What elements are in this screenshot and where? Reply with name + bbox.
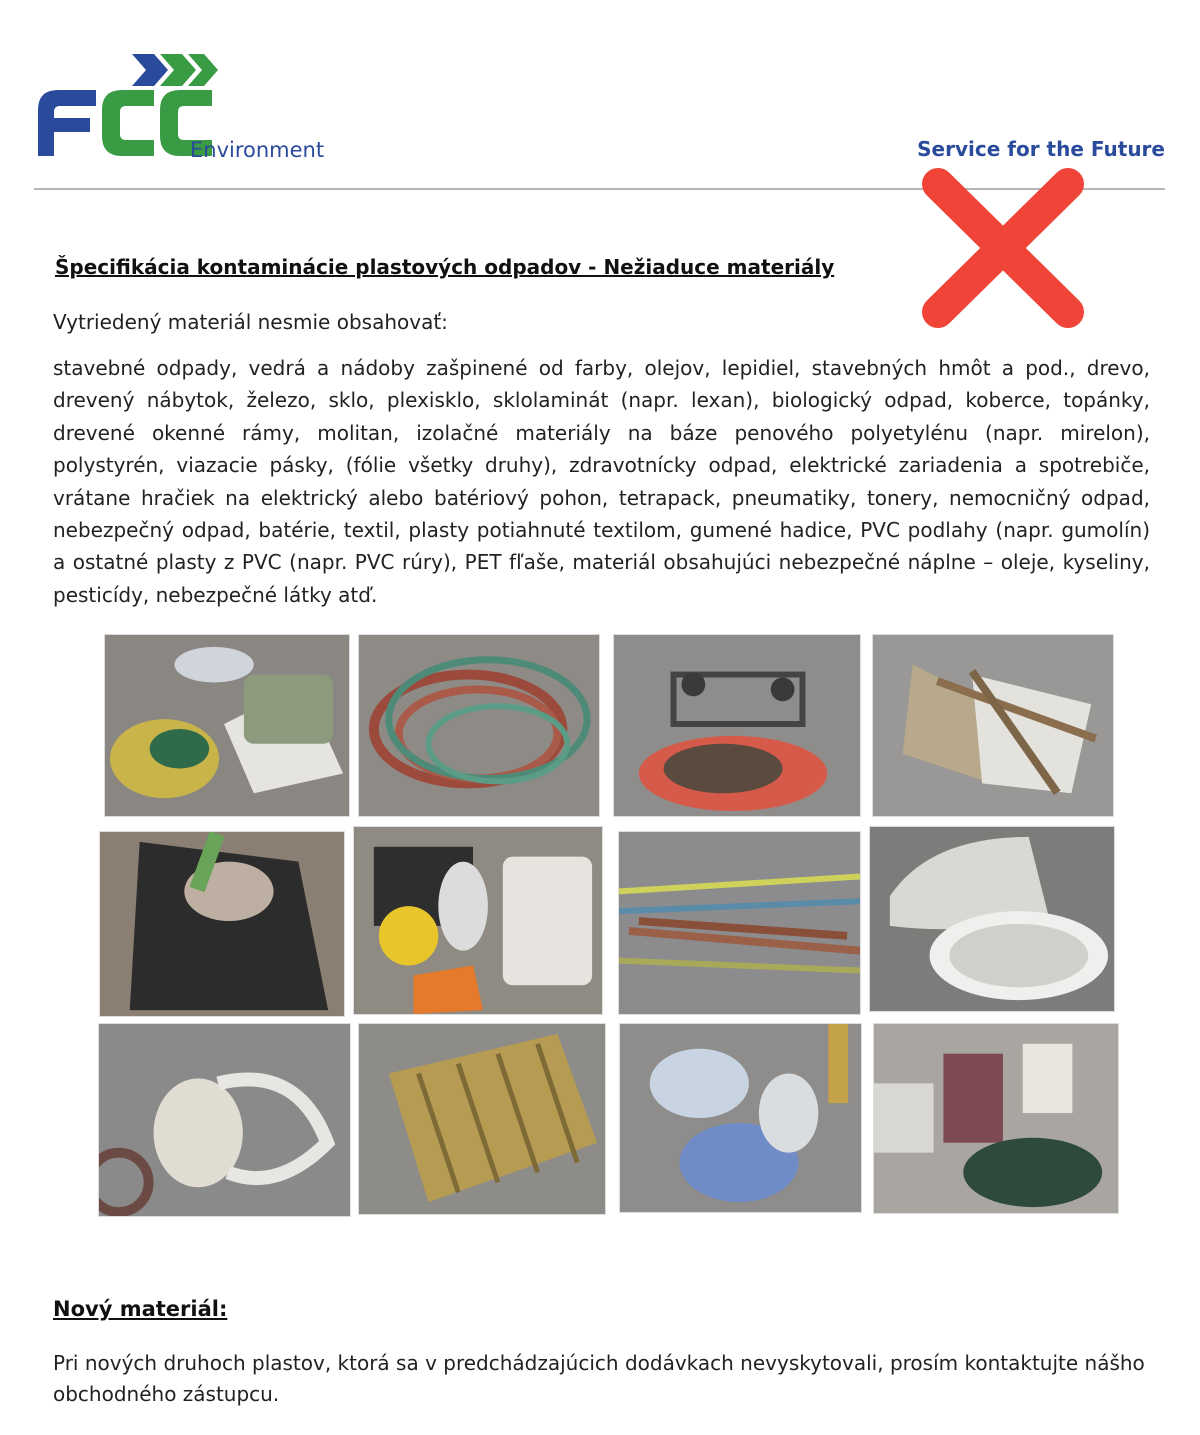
photo-sink <box>869 826 1115 1012</box>
photo-textile <box>99 831 345 1017</box>
logo-subtitle: Environment <box>190 138 325 162</box>
section-title: Špecifikácia kontaminácie plastových odpadov - Nežiaduce materiály <box>55 255 835 279</box>
intro-text: Vytriedený materiál nesmie obsahovať: <box>53 310 448 334</box>
photo-mesh-rolls <box>98 1023 351 1217</box>
photo-mixed-textile <box>873 1023 1119 1214</box>
new-material-text: Pri nových druhoch plastov, ktorá sa v predchádzajúcich dodávkach nevyskytovali, prosím kontaktujte nášho obchodného zástupcu. <box>53 1351 1145 1406</box>
photo-pvc-cables <box>618 831 861 1015</box>
photo-pet-bottles <box>619 1023 862 1213</box>
photo-corrugated-sheet <box>358 1023 606 1215</box>
red-x-icon <box>918 164 1088 332</box>
photo-stroller <box>613 634 861 817</box>
prohibited-materials-text: stavebné odpady, vedrá a nádoby zašpinené od farby, olejov, lepidiel, stavebných hmôt a pod., drevo, drevený nábytok, železo, sklo, plexisklo, sklolaminát (napr. lexan), biologický odpad, koberce, topánky, drevené okenné rámy, molitan, izolačné materiály na báze penového polyetylénu (napr. mirelon), polystyrén, viazacie pásky, (fólie všetky druhy), zdravotnícky odpad, elektrické zariadenia a spotrebiče, vrátane hračiek na elektrický alebo batériový pohon, tetrapack, pneumatiky, tonery, nemocničný odpad, nebezpečný odpad, batérie, textil, plasty potiahnuté textilom, gumené hadice, PVC podlahy (napr. gumolín) a ostatné plasty z PVC (napr. PVC rúry), PET fľaše, materiál obsahujúci nebezpečné náplne – oleje, kyseliny, pesticídy, nebezpečné látky atď. <box>53 356 1150 607</box>
photo-rubber-hoses <box>358 634 600 817</box>
photo-electronic-toys <box>353 826 603 1015</box>
new-material-heading: Nový materiál: <box>53 1297 228 1321</box>
photo-wood-debris <box>872 634 1114 817</box>
photo-mixed-waste-bags <box>104 634 350 817</box>
tagline: Service for the Future <box>917 137 1165 161</box>
